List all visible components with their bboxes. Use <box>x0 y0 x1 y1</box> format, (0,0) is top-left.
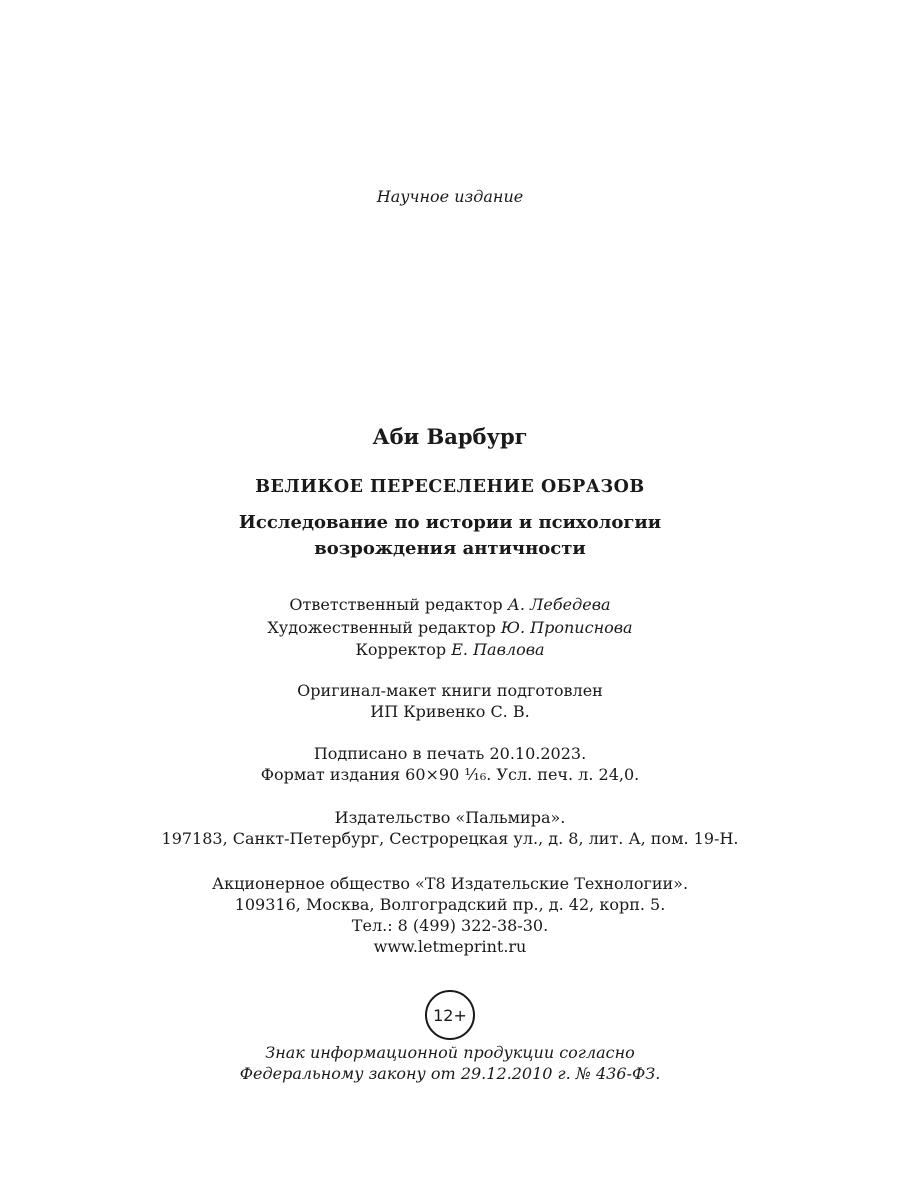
credit-name: Е. Павлова <box>451 640 545 659</box>
credit-name: Ю. Прописнова <box>500 618 633 637</box>
age-rating-notice <box>0 1042 900 1084</box>
publisher-address: 197183, Санкт-Петербург, Сестрорецкая ул., д. 8, лит. А, пом. 19-Н. <box>161 829 739 848</box>
printer-block <box>0 873 900 957</box>
printer-address: 109316, Москва, Волгоградский пр., д. 42, корп. 5. <box>234 895 666 914</box>
age-rating-label: 12+ <box>433 1005 467 1025</box>
print-signed-line: Подписано в печать 20.10.2023. <box>313 744 587 763</box>
subtitle-line: возрождения античности <box>314 538 586 559</box>
printer-phone: Тел.: 8 (499) 322-38-30. <box>351 916 549 935</box>
credit-art-editor <box>0 618 900 637</box>
series-label: Научное издание <box>376 187 524 206</box>
publisher-name: Издательство «Пальмира». <box>334 808 566 827</box>
publisher-block <box>0 807 900 849</box>
notice-line: Знак информационной продукции согласно <box>265 1043 635 1062</box>
credit-role: Художественный редактор <box>267 618 496 637</box>
book-subtitle <box>0 510 900 562</box>
age-rating-badge <box>425 990 475 1040</box>
credit-role: Корректор <box>355 640 447 659</box>
layout-block <box>0 680 900 722</box>
credit-managing-editor <box>0 595 900 614</box>
author-name: Аби Варбург <box>372 424 528 449</box>
print-format-line: Формат издания 60×90 ¹⁄₁₆. Усл. печ. л. 24,0. <box>260 765 640 784</box>
book-title: ВЕЛИКОЕ ПЕРЕСЕЛЕНИЕ ОБРАЗОВ <box>255 477 645 497</box>
credit-proofreader <box>0 640 900 659</box>
print-block <box>0 743 900 785</box>
credit-role: Ответственный редактор <box>289 595 503 614</box>
notice-line: Федеральному закону от 29.12.2010 г. № 436-ФЗ. <box>239 1064 661 1083</box>
credit-name: А. Лебедева <box>507 595 611 614</box>
subtitle-line: Исследование по истории и психологии <box>238 512 662 533</box>
printer-website: www.letmeprint.ru <box>373 937 527 956</box>
layout-line: ИП Кривенко С. В. <box>370 702 530 721</box>
printer-name: Акционерное общество «Т8 Издательские Технологии». <box>211 874 689 893</box>
layout-line: Оригинал-макет книги подготовлен <box>297 681 603 700</box>
